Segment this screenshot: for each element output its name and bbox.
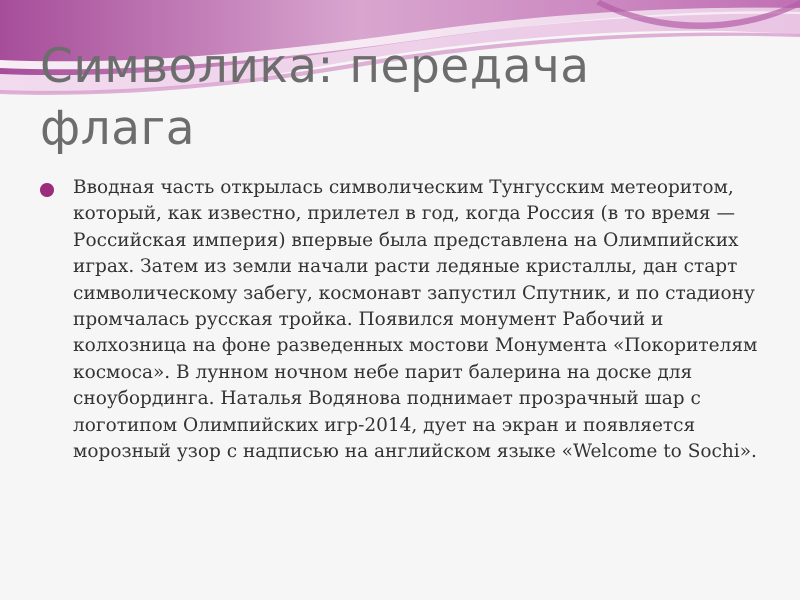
- bullet-item: [40, 175, 760, 465]
- bullet-icon: [40, 183, 54, 197]
- bullet-text: Вводная часть открылась символическим Тунгусским метеоритом, который, как известно, прилетел в год, когда Россия (в то время — Российская империя) впервые была представлена на Олимпийских играх. Затем из земли начали расти ледяные кристаллы, дан старт символическому забегу, космонавт запустил Спутник, и по стадиону промчалась русская тройка. Появился монумент Рабочий и колхозница на фоне разведенных мостови Монумента «Покорителям космоса». В лунном ночном небе парит балерина на доске для сноубординга. Наталья Водянова поднимает прозрачный шар с логотипом Олимпийских игр-2014, дует на экран и появляется морозный узор с надписью на английском языке «Welcome to Sochi».: [73, 177, 758, 463]
- slide-title: Символика: передача флага: [40, 39, 590, 156]
- slide-body: [40, 175, 760, 465]
